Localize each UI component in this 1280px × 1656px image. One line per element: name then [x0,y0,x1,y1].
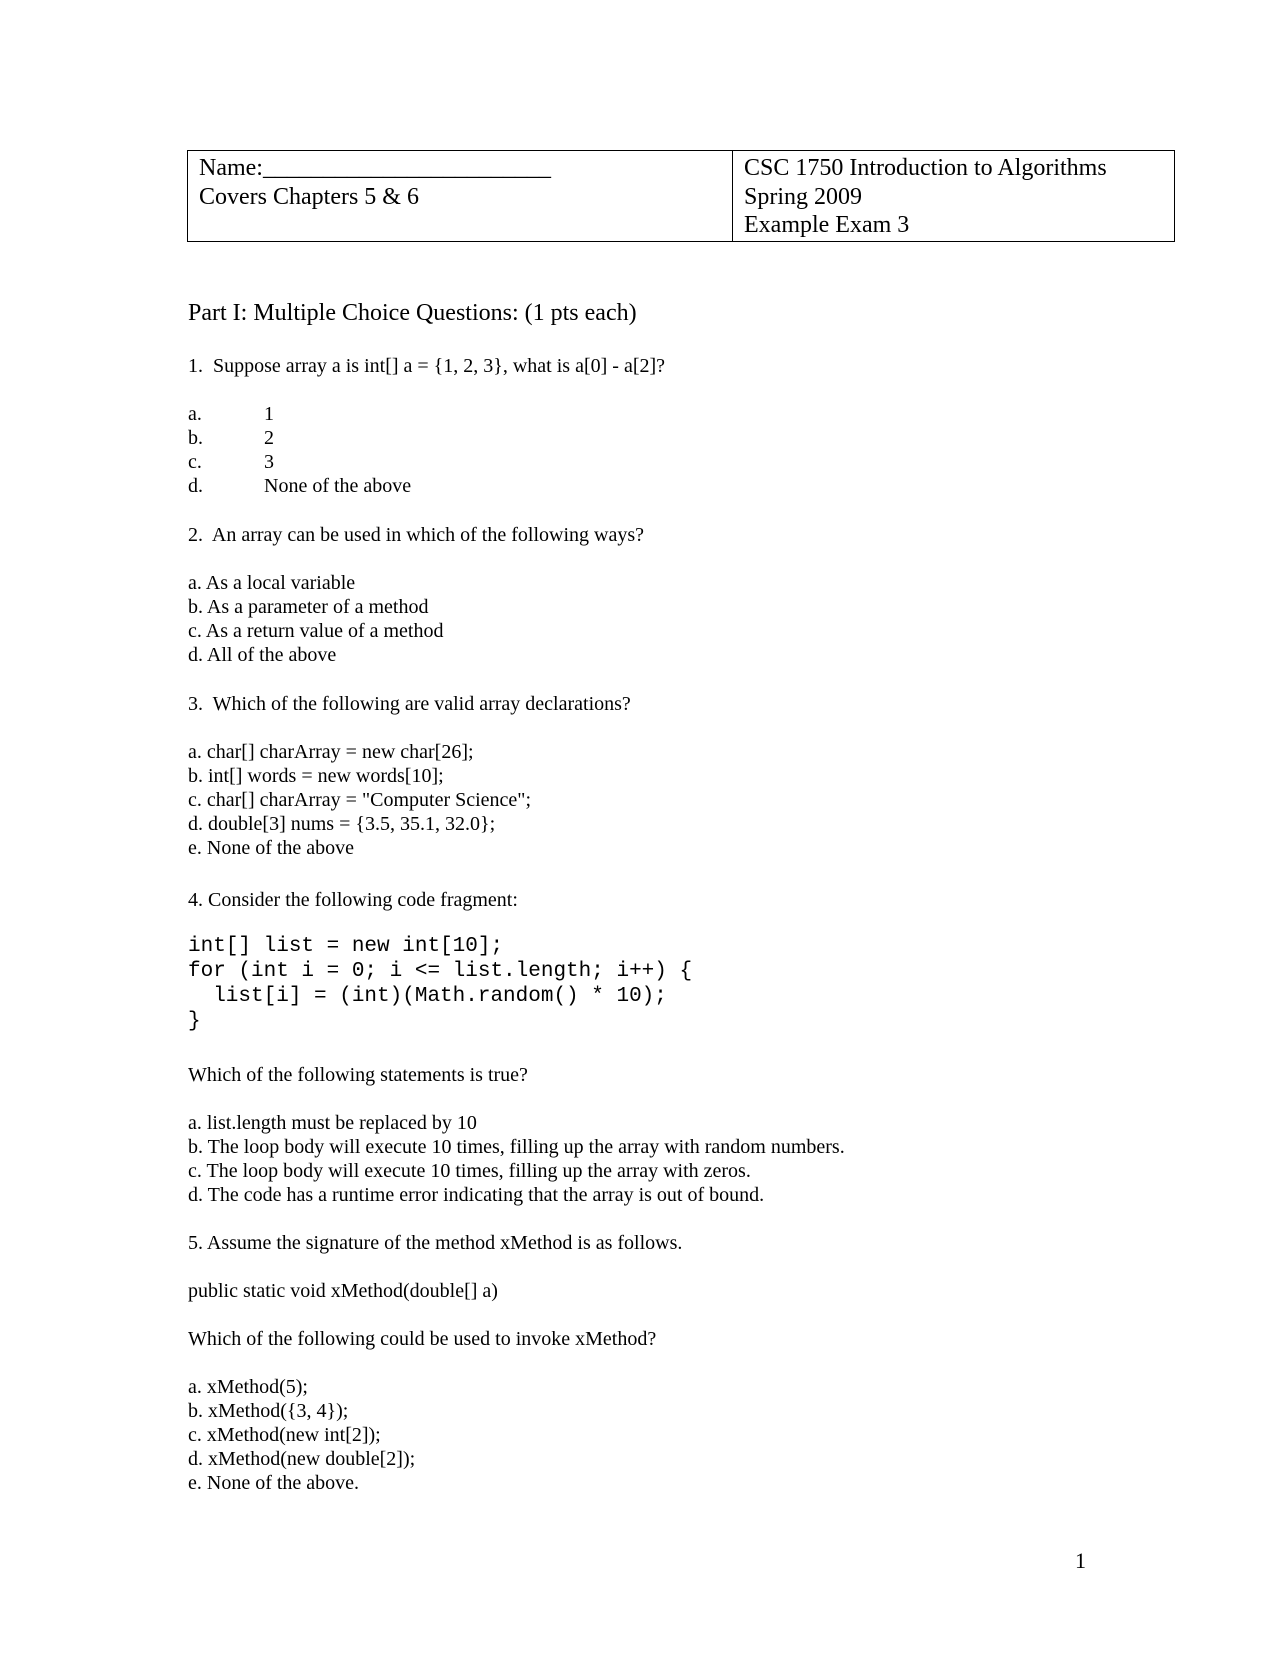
header-right-cell [733,151,1174,241]
option-text: 2 [264,427,274,449]
method-signature: public static void xMethod(double[] a) [188,1280,498,1302]
option: b. As a parameter of a method [188,596,429,618]
code-line: list[i] = (int)(Math.random() * 10); [188,985,667,1008]
option: d. xMethod(new double[2]); [188,1448,416,1470]
option: e. None of the above. [188,1472,360,1494]
code-line: } [188,1010,201,1033]
course-title: CSC 1750 Introduction to Algorithms [744,155,1107,181]
option: c. char[] charArray = "Computer Science"; [188,789,532,811]
option-letter: d. [188,475,203,497]
question-1: 1. Suppose array a is int[] a = {1, 2, 3}, what is a[0] - a[2]? [188,355,666,377]
option: c. The loop body will execute 10 times, filling up the array with zeros. [188,1160,751,1182]
option: d. The code has a runtime error indicating that the array is out of bound. [188,1184,765,1206]
chapters-covered: Covers Chapters 5 & 6 [199,183,419,210]
option: a. list.length must be replaced by 10 [188,1112,477,1134]
code-line: for (int i = 0; i <= list.length; i++) { [188,960,693,983]
option-row [188,474,411,498]
option-row [188,426,411,450]
option-letter: c. [188,451,202,473]
option-text: 3 [264,451,274,473]
question-3: 3. Which of the following are valid array declarations? [188,693,631,715]
option-row [188,402,411,426]
name-field: Name:________________________ [199,155,551,181]
question-5: 5. Assume the signature of the method xMethod is as follows. [188,1232,683,1254]
option-row [188,450,411,474]
question-4: 4. Consider the following code fragment: [188,889,518,911]
code-line: int[] list = new int[10]; [188,935,504,958]
option-letter: b. [188,427,203,449]
option: e. None of the above [188,837,355,859]
option: c. As a return value of a method [188,620,444,642]
question-5-prompt: Which of the following could be used to invoke xMethod? [188,1328,657,1350]
option: d. double[3] nums = {3.5, 35.1, 32.0}; [188,813,496,835]
option: a. xMethod(5); [188,1376,308,1398]
header-table [187,150,1175,242]
option: a. char[] charArray = new char[26]; [188,741,474,763]
option: b. xMethod({3, 4}); [188,1400,349,1422]
option: d. All of the above [188,644,337,666]
exam-title: Example Exam 3 [744,212,910,238]
option: a. As a local variable [188,572,356,594]
option-text: None of the above [264,475,412,497]
question-1-options [188,402,411,498]
option: c. xMethod(new int[2]); [188,1424,381,1446]
question-4-prompt: Which of the following statements is true? [188,1064,528,1086]
header-left-cell [188,151,733,241]
page-number: 1 [1075,1548,1086,1573]
question-2: 2. An array can be used in which of the following ways? [188,524,644,546]
option-text: 1 [264,403,274,425]
term: Spring 2009 [744,183,863,210]
option: b. int[] words = new words[10]; [188,765,444,787]
part-title: Part I: Multiple Choice Questions: (1 pts each) [188,300,637,326]
option: b. The loop body will execute 10 times, filling up the array with random numbers. [188,1136,845,1158]
option-letter: a. [188,403,202,425]
